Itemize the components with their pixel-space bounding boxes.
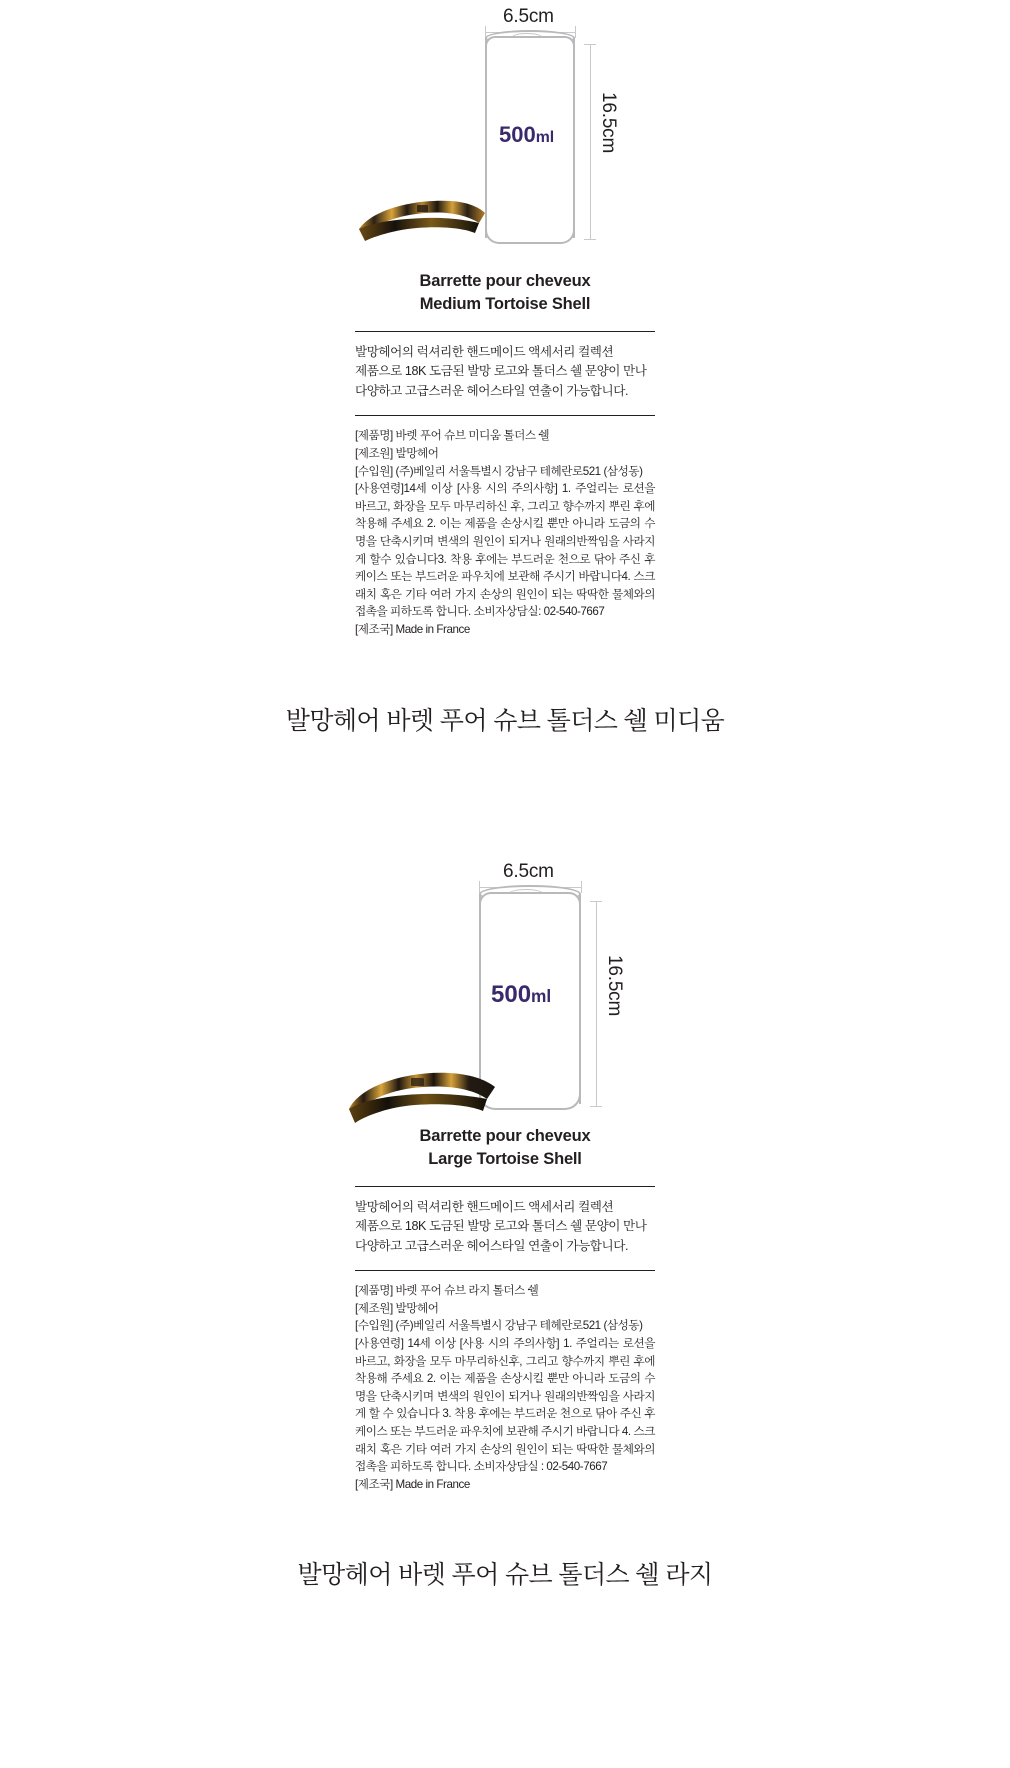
divider-top	[355, 331, 655, 332]
title-line-1: Barrette pour cheveux	[419, 272, 591, 290]
can-volume-unit: ml	[535, 129, 555, 146]
title-line-2: Medium Tortoise Shell	[419, 295, 591, 314]
divider-bottom	[355, 1270, 655, 1271]
can-volume-label	[491, 981, 551, 1009]
can-height-label: 16.5cm	[598, 92, 619, 154]
product-text-medium	[355, 270, 655, 639]
product-description: 발망헤어의 럭셔리한 핸드메이드 액세서리 컬렉션 제품으로 18K 도금된 발망 로고와 톨더스 쉘 문양이 만나 다양하고 고급스러운 헤어스타일 연출이 가능합니다.	[355, 344, 647, 398]
product-title-large	[355, 1125, 655, 1172]
scale-illustration-large	[0, 855, 1010, 1125]
title-line-2: Large Tortoise Shell	[428, 1150, 582, 1169]
spec-usage-notes: [사용연령]14세 이상 [사용 시의 주의사항] 1. 주얼리는 로션을 바르고, 화장을 모두 마무리하신 후, 그리고 향수까지 뿌린 후에 착용해 주세요 2. 이는 제품을 손상시킬 뿐만 아니라 도금의 수명을 단축시키며 변색의 원인이 되거나 원래의반짝임을 사라지게 할수 있습니다3. 착용 후에는 부드러운 천으로 닦아 주신 후 케이스 또는 부드러운 파우치에 보관해 주시기 바랍니다4. 스크래치 혹은 기타 여러 가지 손상의 원인이 되는 딱딱한 물체와의 접촉을 피하도록 합니다. 소비자상담실: 02-540-7667	[355, 482, 655, 619]
spec-usage-notes: [사용연령] 14세 이상 [사용 시의 주의사항] 1. 주얼리는 로션을 바르고, 화장을 모두 마무리하신후, 그리고 향수까지 뿌린 후에 착용해 주세요 2. 이는 제품을 손상시킬 뿐만 아니라 도금의 수명을 단축시키며 변색의 원인이 되거나 원래의반짝임을 사라지게 할 수 있습니다 3. 착용 후에는 부드러운 천으로 닦아 주신 후 케이스 또는 부드러운 파우치에 보관해 주시기 바랍니다 4. 스크래치 혹은 기타 여러 가지 손상의 원인이 되는 딱딱한 물체와의 접촉을 피하도록 합니다. 소비자상담실 : 02-540-7667	[355, 1336, 655, 1474]
divider-top	[355, 1186, 655, 1187]
product-spec-large	[355, 1282, 655, 1493]
product-description: 발망헤어의 럭셔리한 핸드메이드 액세서리 컬렉션 제품으로 18K 도금된 발망 로고와 톨더스 쉘 문양이 만나 다양하고 고급스러운 헤어스타일 연출이 가능합니다.	[355, 1199, 647, 1253]
can-shoulder	[479, 892, 581, 904]
can-height-label: 16.5cm	[604, 954, 625, 1016]
height-tick-top	[590, 901, 602, 902]
height-tick-bottom	[590, 1106, 602, 1107]
height-tick-top	[584, 44, 596, 45]
barrette-medium-image	[355, 195, 495, 256]
can-width-label: 6.5cm	[503, 860, 554, 882]
spec-manufacturer: [제조원] 발망헤어	[355, 1301, 439, 1315]
product-spec-medium	[355, 427, 655, 638]
height-dimension-line	[590, 44, 591, 239]
title-line-1: Barrette pour cheveux	[419, 1126, 591, 1145]
can-volume-unit: ml	[531, 985, 552, 1006]
spec-product-name: [제품명] 바렛 푸어 슈브 미디움 톨더스 쉘	[355, 429, 550, 443]
spec-manufacturer: [제조원] 발망헤어	[355, 447, 439, 460]
spec-importer: [수입원] (주)베일리 서울특별시 강남구 테헤란로521 (삼성동)	[355, 464, 643, 478]
spec-origin: [제조국] Made in France	[355, 1477, 470, 1491]
can-width-label: 6.5cm	[503, 6, 554, 27]
can-volume-value: 500	[499, 122, 536, 147]
can-volume-label	[499, 122, 554, 148]
spec-importer: [수입원] (주)베일리 서울특별시 강남구 테헤란로521 (삼성동)	[355, 1319, 643, 1333]
spec-product-name: [제품명] 바렛 푸어 슈브 라지 톨더스 쉘	[355, 1284, 539, 1298]
product-text-large	[355, 1125, 655, 1494]
spec-origin: [제조국] Made in France	[355, 623, 470, 637]
height-tick-bottom	[584, 239, 596, 240]
height-dimension-line	[596, 901, 597, 1106]
product-title-medium	[355, 270, 655, 317]
scale-illustration-medium	[0, 0, 1010, 270]
can-bottom	[485, 222, 575, 244]
product-block-large	[0, 855, 1010, 1592]
barrette-svg	[345, 1065, 505, 1133]
product-caption-medium: 발망헤어 바렛 푸어 슈브 톨더스 쉘 미디움	[285, 706, 725, 735]
product-caption-large: 발망헤어 바렛 푸어 슈브 톨더스 쉘 라지	[297, 1561, 713, 1590]
barrette-svg	[355, 195, 495, 251]
divider-bottom	[355, 415, 655, 416]
can-shoulder	[485, 36, 575, 46]
can-volume-value: 500	[491, 980, 532, 1008]
product-block-medium	[0, 0, 1010, 737]
